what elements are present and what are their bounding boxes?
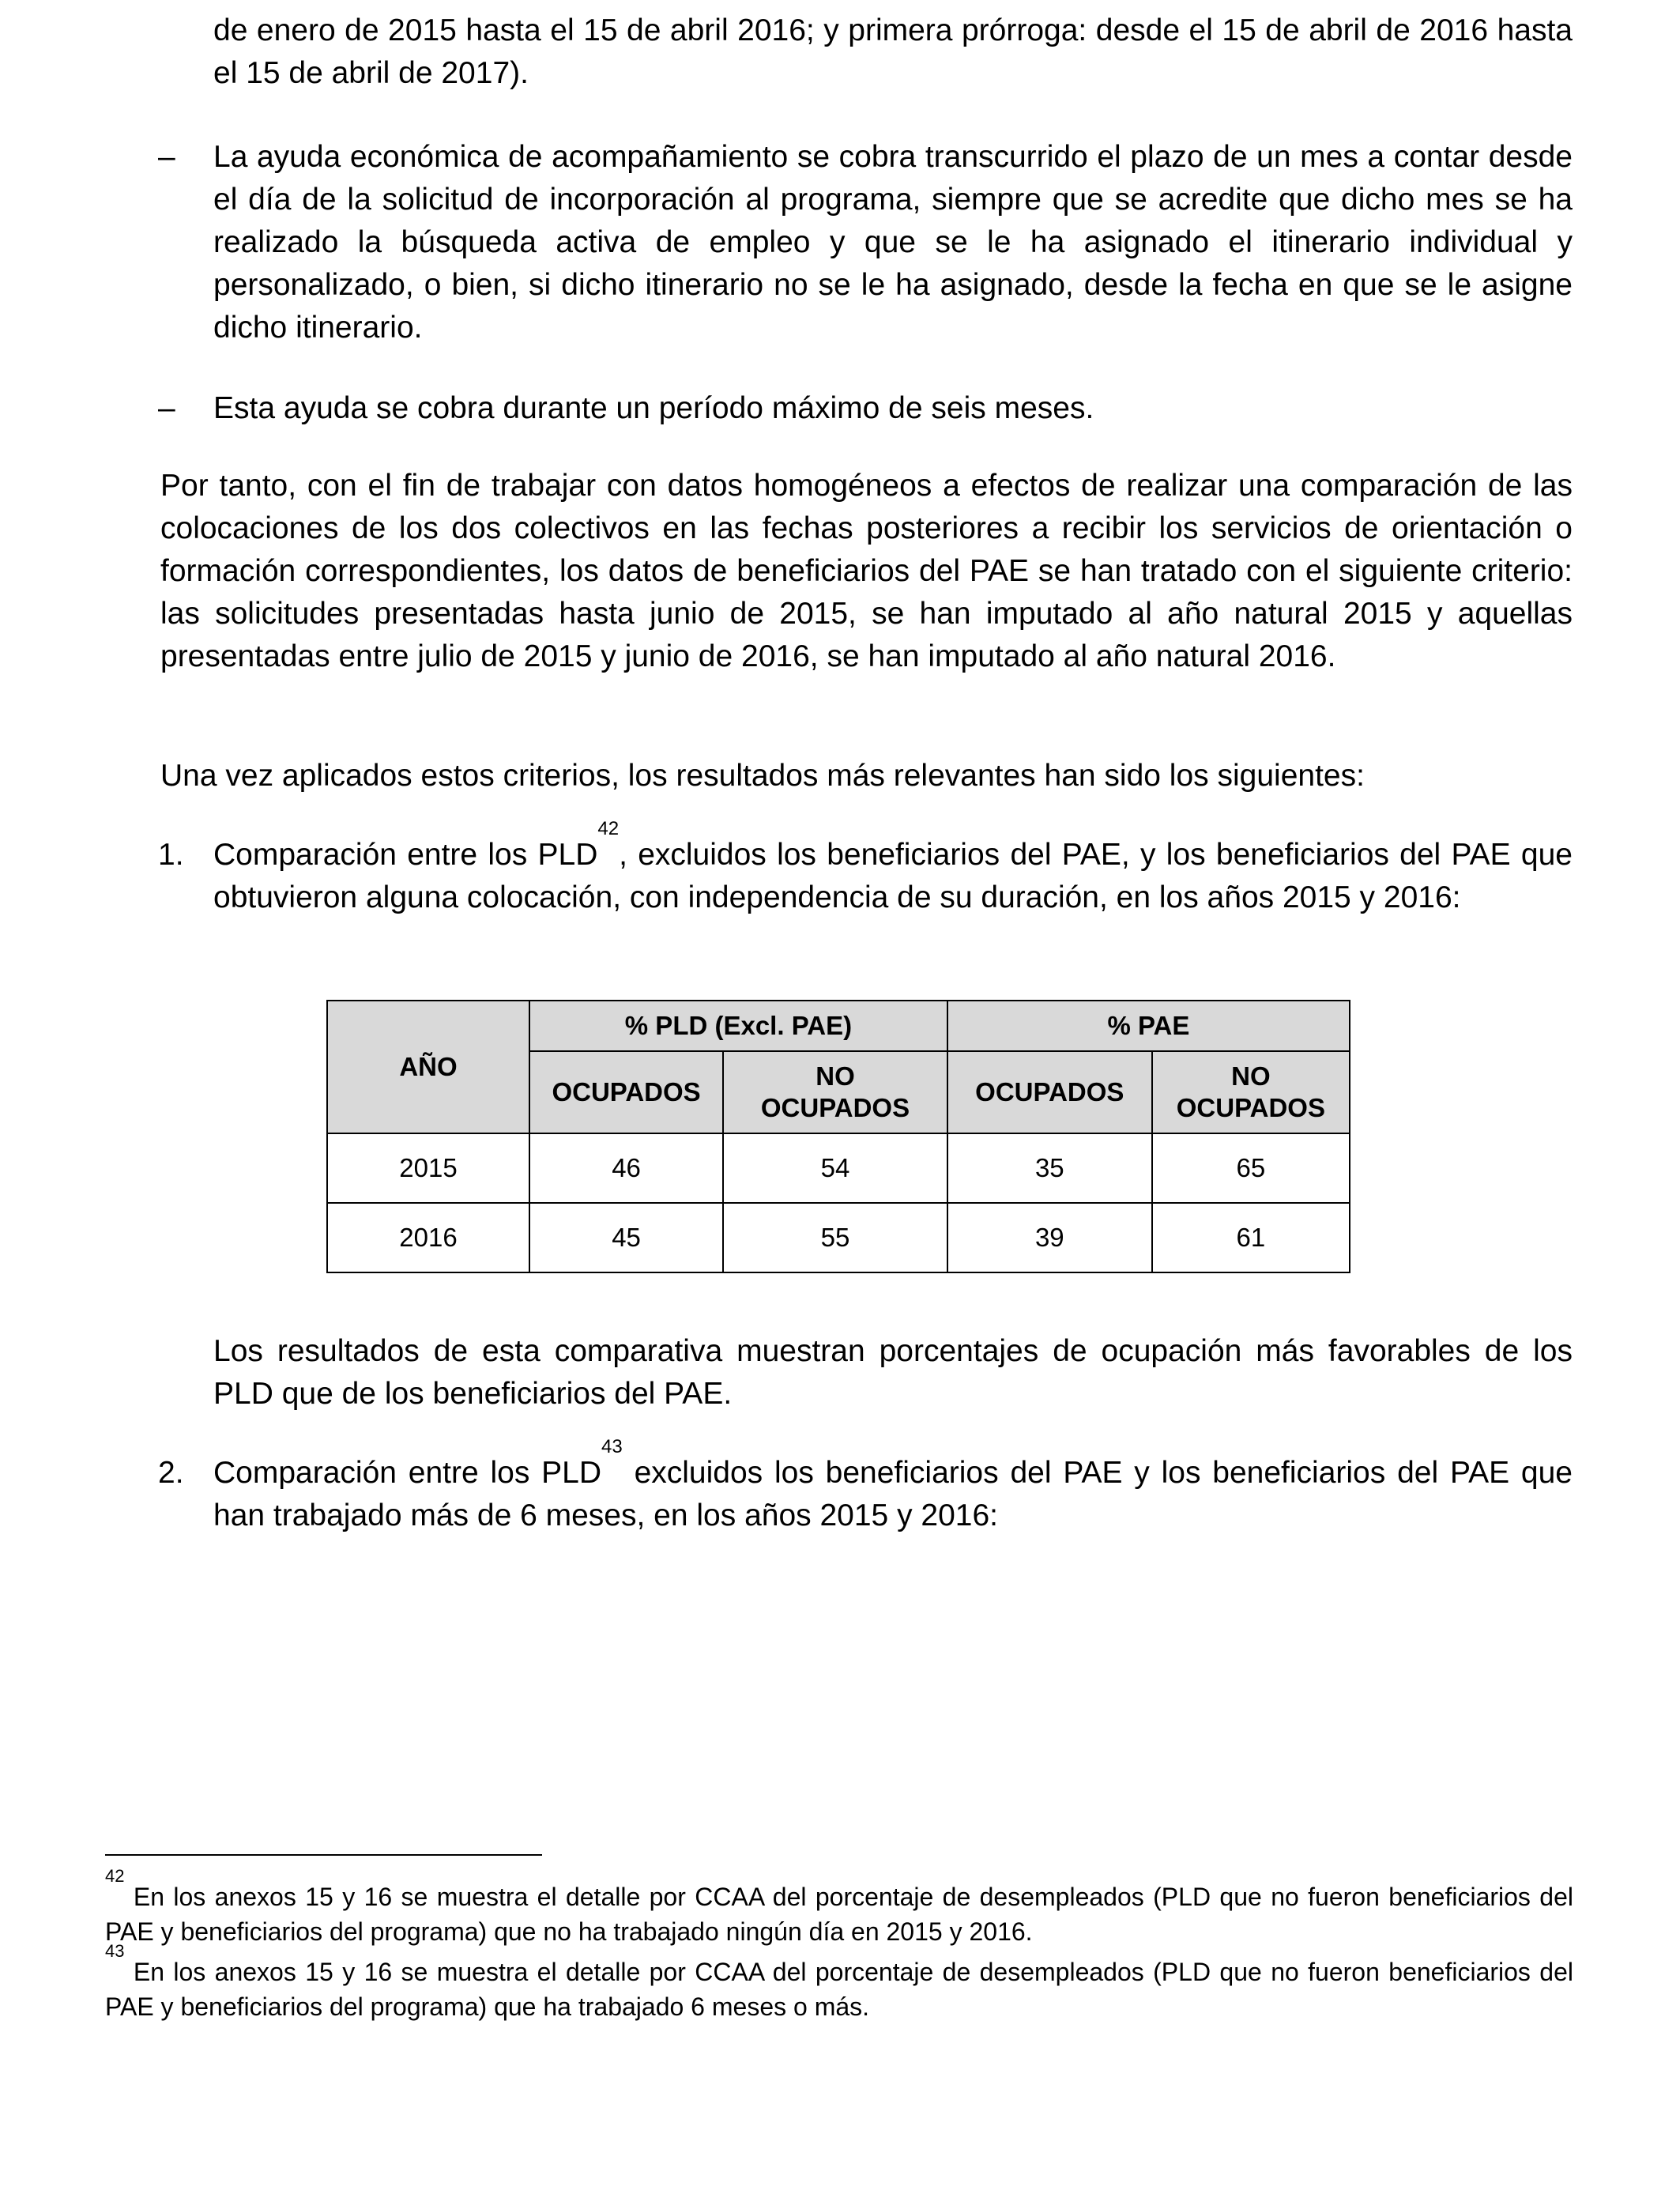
table-row (327, 1133, 1350, 1203)
list-item-1 (213, 818, 1573, 919)
bullet-item-2: Esta ayuda se cobra durante un período máximo de seis meses. (213, 391, 1094, 425)
item1-text-after: , excluidos los beneficiarios del PAE, y los beneficiarios del PAE que obtuvieron alguna colocación, con independencia de su duración, en los años 2015 y 2016: (213, 838, 1573, 914)
comparison-table (326, 1000, 1350, 1273)
item1-text-before: Comparación entre los PLD (213, 838, 598, 872)
footnote-divider (105, 1854, 542, 1856)
footnote-42 (105, 1866, 1573, 1949)
cell-year: 2015 (327, 1133, 529, 1203)
footnote-number: 43 (105, 1941, 125, 1961)
bullet-item-1: La ayuda económica de acompañamiento se cobra transcurrido el plazo de un mes a contar desde el día de la solicitud de incorporación al programa, siempre que se acredite que dicho mes se ha realizado la búsqueda activa de empleo y que se le ha asignado el itinerario individual y personalizado, o bien, si dicho itinerario no se le ha asignado, desde la fecha en que se le asigne dicho itinerario. (213, 140, 1573, 345)
footnote-ref-42: 42 (597, 818, 620, 839)
footnote-text: En los anexos 15 y 16 se muestra el detalle por CCAA del porcentaje de desempleados (PLD que no fueron beneficiarios del PAE y beneficiarios del programa) que no ha trabajado ningún día en 2015 y 2016. (105, 1883, 1573, 1946)
cell-pae-no-ocupados: 65 (1152, 1133, 1350, 1203)
cell-pae-ocupados: 35 (947, 1133, 1152, 1203)
item2-text-before: Comparación entre los PLD (213, 1456, 602, 1490)
header-pae-ocupados: OCUPADOS (947, 1051, 1152, 1133)
cell-pae-ocupados: 39 (947, 1203, 1152, 1272)
list-number-1: 1. (158, 838, 184, 872)
header-year: AÑO (327, 1001, 529, 1133)
cell-pld-ocupados: 45 (529, 1203, 723, 1272)
cell-pld-ocupados: 46 (529, 1133, 723, 1203)
list-item-2 (213, 1436, 1573, 1537)
header-pae-no-ocupados: NO OCUPADOS (1152, 1051, 1350, 1133)
item2-text-after: excluidos los beneficiarios del PAE y los beneficiarios del PAE que han trabajado más de 6 meses, en los años 2015 y 2016: (213, 1456, 1573, 1532)
header-pld-ocupados: OCUPADOS (529, 1051, 723, 1133)
footnote-ref-43: 43 (601, 1436, 623, 1457)
bullet-dash-1: – (158, 140, 175, 174)
footnote-43 (105, 1941, 1573, 2024)
cell-pld-no-ocupados: 55 (723, 1203, 947, 1272)
item1-conclusion: Los resultados de esta comparativa muestran porcentajes de ocupación más favorables de los PLD que de los beneficiarios del PAE. (213, 1334, 1573, 1411)
header-pld-no-ocupados: NO OCUPADOS (723, 1051, 947, 1133)
footnote-number: 42 (105, 1866, 125, 1886)
footnote-text: En los anexos 15 y 16 se muestra el detalle por CCAA del porcentaje de desempleados (PLD que no fueron beneficiarios del PAE y beneficiarios del programa) que ha trabajado 6 meses o más. (105, 1958, 1573, 2021)
cell-year: 2016 (327, 1203, 529, 1272)
bullet-dash-2: – (158, 391, 175, 425)
paragraph-results-intro: Una vez aplicados estos criterios, los resultados más relevantes han sido los siguientes: (160, 759, 1365, 793)
cell-pae-no-ocupados: 61 (1152, 1203, 1350, 1272)
table-row (327, 1203, 1350, 1272)
header-pld-group: % PLD (Excl. PAE) (529, 1001, 947, 1051)
continuation-text: de enero de 2015 hasta el 15 de abril 2016; y primera prórroga: desde el 15 de abril de 2016 hasta el 15 de abril de 2017). (213, 13, 1573, 90)
paragraph-criteria: Por tanto, con el fin de trabajar con datos homogéneos a efectos de realizar una comparación de las colocaciones de los dos colectivos en las fechas posteriores a recibir los servicios de orientación o formación correspondientes, los datos de beneficiarios del PAE se han tratado con el siguiente criterio: las solicitudes presentadas hasta junio de 2015, se han imputado al año natural 2015 y aquellas presentadas entre julio de 2015 y junio de 2016, se han imputado al año natural 2016. (160, 469, 1573, 673)
header-pae-group: % PAE (947, 1001, 1350, 1051)
list-number-2: 2. (158, 1456, 184, 1490)
cell-pld-no-ocupados: 54 (723, 1133, 947, 1203)
